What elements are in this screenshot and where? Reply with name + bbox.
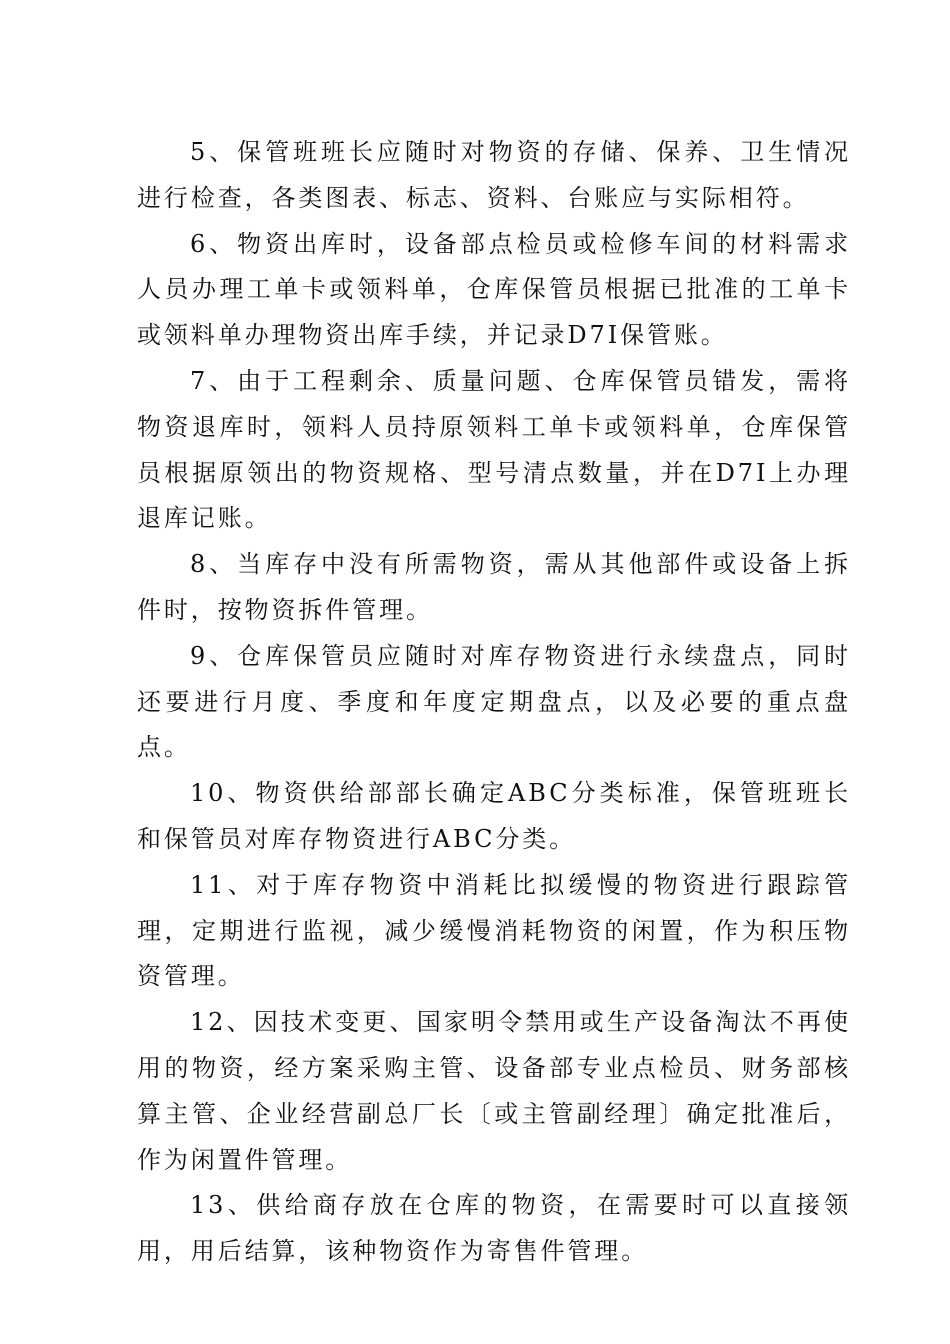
document-body xyxy=(137,130,851,1275)
paragraph-10: 10、物资供给部部长确定ABC分类标准，保管班班长和保管员对库存物资进行ABC分类。 xyxy=(137,779,851,853)
paragraph-5: 5、保管班班长应随时对物资的存储、保养、卫生情况进行检查，各类图表、标志、资料、台账应与实际相符。 xyxy=(137,138,851,212)
paragraph-6: 6、物资出库时，设备部点检员或检修车间的材料需求人员办理工单卡或领料单，仓库保管员根据已批准的工单卡或领料单办理物资出库手续，并记录D7I保管账。 xyxy=(137,229,851,350)
paragraph-13: 13、供给商存放在仓库的物资，在需要时可以直接领用，用后结算，该种物资作为寄售件管理。 xyxy=(137,1191,851,1266)
paragraph-7: 7、由于工程剩余、质量问题、仓库保管员错发，需将物资退库时，领料人员持原领料工单卡或领料单，仓库保管员根据原领出的物资规格、型号清点数量，并在D7I上办理退库记账。 xyxy=(137,366,851,533)
paragraph-8: 8、当库存中没有所需物资，需从其他部件或设备上拆件时，按物资拆件管理。 xyxy=(137,550,851,624)
paragraph-11: 11、对于库存物资中消耗比拟缓慢的物资进行跟踪管理，定期进行监视，减少缓慢消耗物资的闲置，作为积压物资管理。 xyxy=(137,870,851,991)
paragraph-12: 12、因技术变更、国家明令禁用或生产设备淘汰不再使用的物资，经方案采购主管、设备部专业点检员、财务部核算主管、企业经营副总厂长〔或主管副经理〕确定批准后，作为闲置件管理。 xyxy=(137,1008,851,1174)
paragraph-9: 9、仓库保管员应随时对库存物资进行永续盘点，同时还要进行月度、季度和年度定期盘点，以及必要的重点盘点。 xyxy=(137,641,851,762)
